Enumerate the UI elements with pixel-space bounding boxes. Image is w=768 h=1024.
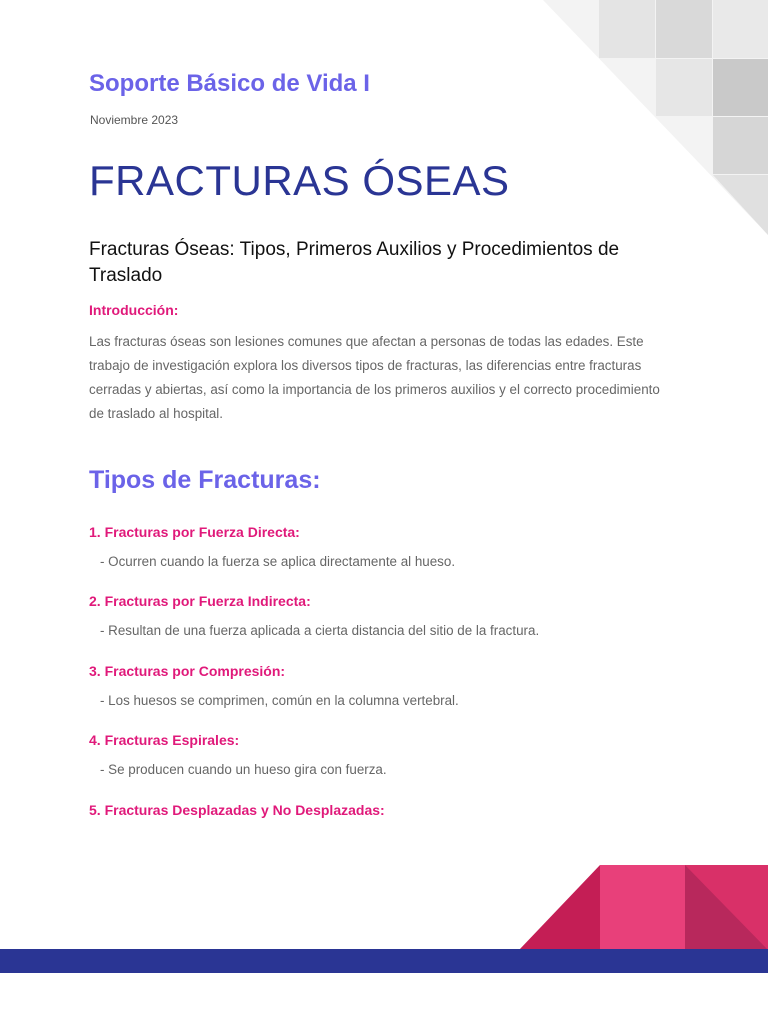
fracture-type-name: 5. Fracturas Desplazadas y No Desplazadas: bbox=[89, 801, 385, 818]
fracture-type-item bbox=[89, 520, 669, 589]
fracture-types-list bbox=[89, 520, 669, 867]
intro-heading: Introducción: bbox=[89, 302, 179, 318]
course-title: Soporte Básico de Vida I bbox=[89, 70, 370, 97]
document-date: Noviembre 2023 bbox=[90, 113, 179, 127]
fracture-type-description: - Ocurren cuando la fuerza se aplica directamente al hueso. bbox=[100, 554, 456, 569]
fracture-type-name: 3. Fracturas por Compresión: bbox=[89, 662, 286, 679]
fracture-type-name: 1. Fracturas por Fuerza Directa: bbox=[89, 524, 300, 540]
fracture-type-item bbox=[89, 659, 669, 728]
fracture-type-name: 4. Fracturas Espirales: bbox=[89, 732, 240, 749]
fracture-types-heading: Tipos de Fracturas: bbox=[89, 466, 321, 494]
fracture-type-description: - Los huesos se comprimen, común en la columna vertebral. bbox=[100, 692, 459, 708]
document-title: FRACTURAS ÓSEAS bbox=[89, 157, 510, 204]
document-subtitle: Fracturas Óseas: Tipos, Primeros Auxilios y Procedimientos de Traslado bbox=[89, 239, 620, 286]
fracture-type-item bbox=[89, 589, 669, 658]
fracture-type-item bbox=[89, 798, 669, 867]
fracture-type-item bbox=[89, 728, 669, 797]
intro-paragraph: Las fracturas óseas son lesiones comunes que afectan a personas de todas las edades. Este trabajo de investigación explora los diversos tipos de fracturas, las diferencias entre fracturas cerradas y abiertas, así como la importancia de los primeros auxilios y el correcto procedimiento de traslado al hospital. bbox=[89, 334, 660, 421]
fracture-type-description: - Resultan de una fuerza aplicada a cierta distancia del sitio de la fractura. bbox=[100, 623, 540, 639]
footer-bar bbox=[0, 949, 768, 973]
fracture-type-name: 2. Fracturas por Fuerza Indirecta: bbox=[89, 593, 311, 610]
fracture-type-description: - Se producen cuando un hueso gira con fuerza. bbox=[100, 762, 387, 778]
